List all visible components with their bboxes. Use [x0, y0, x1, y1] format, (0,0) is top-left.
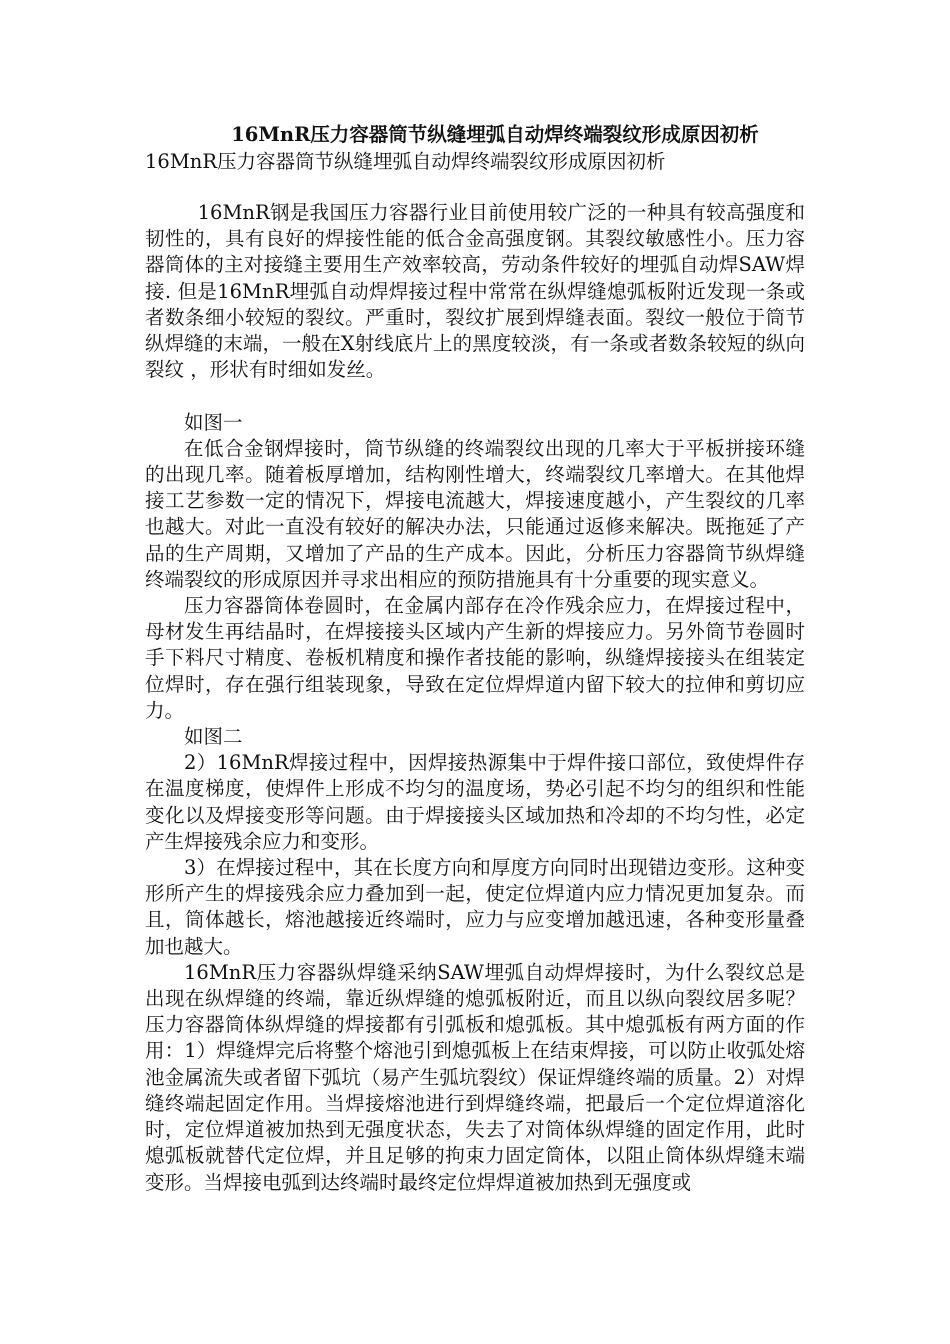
figure-reference-2: 如图二 — [184, 725, 243, 749]
paragraph-intro: 16MnR钢是我国压力容器行业目前使用较广泛的一种具有较高强度和韧性的，具有良好的焊接性能的低合金高强度钢。其裂纹敏感性小。压力容器筒体的主对接缝主要用生产效率较高，劳动条件较好的埋弧自动焊SAW焊接. 但是16MnR埋弧自动焊焊接过程中常常在纵焊缝熄弧板附近发现一条或者数条细小较短的裂纹。严重时，裂纹扩展到焊缝表面。裂纹一般位于筒节纵焊缝的末端，一般在X射线底片上的黑度较淡，有一条或者数条较短的纵向裂纹 ，形状有时细如发丝。 — [145, 201, 805, 382]
paragraph-arc-plate: 16MnR压力容器纵焊缝采纳SAW埋弧自动焊焊接时，为什么裂纹总是出现在纵焊缝的终端，靠近纵焊缝的熄弧板附近，而且以纵向裂纹居多呢？压力容器筒体纵焊缝的焊接都有引弧板和熄弧板。其中熄弧板有两方面的作用：1）焊缝焊完后将整个熔池引到熄弧板上在结束焊接，可以防止收弧处熔池金属流失或者留下弧坑（易产生弧坑裂纹）保证焊缝终端的质量。2）对焊缝终端起固定作用。当焊接熔池进行到焊缝终端，把最后一个定位焊道溶化时，定位焊道被加热到无强度状态，失去了对筒体纵焊缝的固定作用，此时熄弧板就替代定位焊，并且足够的拘束力固定筒体，以阻止筒体纵焊缝末端变形。当焊接电弧到达终端时最终定位焊焊道被加热到无强度或 — [145, 960, 805, 1194]
paragraph-spacer — [145, 383, 805, 409]
document-body — [145, 200, 805, 1196]
paragraph-point-2: 2）16MnR焊接过程中，因焊接热源集中于焊件接口部位，致使焊件存在温度梯度，使焊件上形成不均匀的温度场，势必引起不均匀的组织和性能变化以及焊接变形等问题。由于焊接接头区域加热和冷却的不均匀性，必定产生焊接残余应力和变形。 — [145, 751, 805, 853]
paragraph-point-3: 3）在焊接过程中，其在长度方向和厚度方向同时出现错边变形。这种变形所产生的焊接残余应力叠加到一起，使定位焊道内应力情况更加复杂。而且，筒体越长，熔池越接近终端时，应力与应变增加越迅速，各种变形量叠加也越大。 — [145, 856, 805, 958]
paragraph-residual-stress: 压力容器筒体卷圆时，在金属内部存在冷作残余应力，在焊接过程中，母材发生再结晶时，在焊接接头区域内产生新的焊接应力。另外筒节卷圆时手下料尺寸精度、卷板机精度和操作者技能的影响，纵缝焊接接头在组装定位焊时，存在强行组装现象，导致在定位焊焊道内留下较大的拉伸和剪切应力。 — [145, 594, 805, 722]
paragraph-crack-probability: 在低合金钢焊接时，筒节纵缝的终端裂纹出现的几率大于平板拼接环缝的出现几率。随着板厚增加，结构刚性增大，终端裂纹几率增大。在其他焊接工艺参数一定的情况下，焊接电流越大，焊接速度越小，产生裂纹的几率也越大。对此一直没有较好的解决办法，只能通过返修来解决。既拖延了产品的生产周期，又增加了产品的生产成本。因此，分析压力容器筒节纵焊缝终端裂纹的形成原因并寻求出相应的预防措施具有十分重要的现实意义。 — [145, 436, 805, 591]
document-subtitle: 16MnR压力容器筒节纵缝埋弧自动焊终端裂纹形成原因初析 — [145, 150, 666, 173]
figure-reference-1: 如图一 — [184, 410, 243, 434]
document-title: 16MnR压力容器筒节纵缝埋弧自动焊终端裂纹形成原因初析 — [231, 123, 759, 146]
